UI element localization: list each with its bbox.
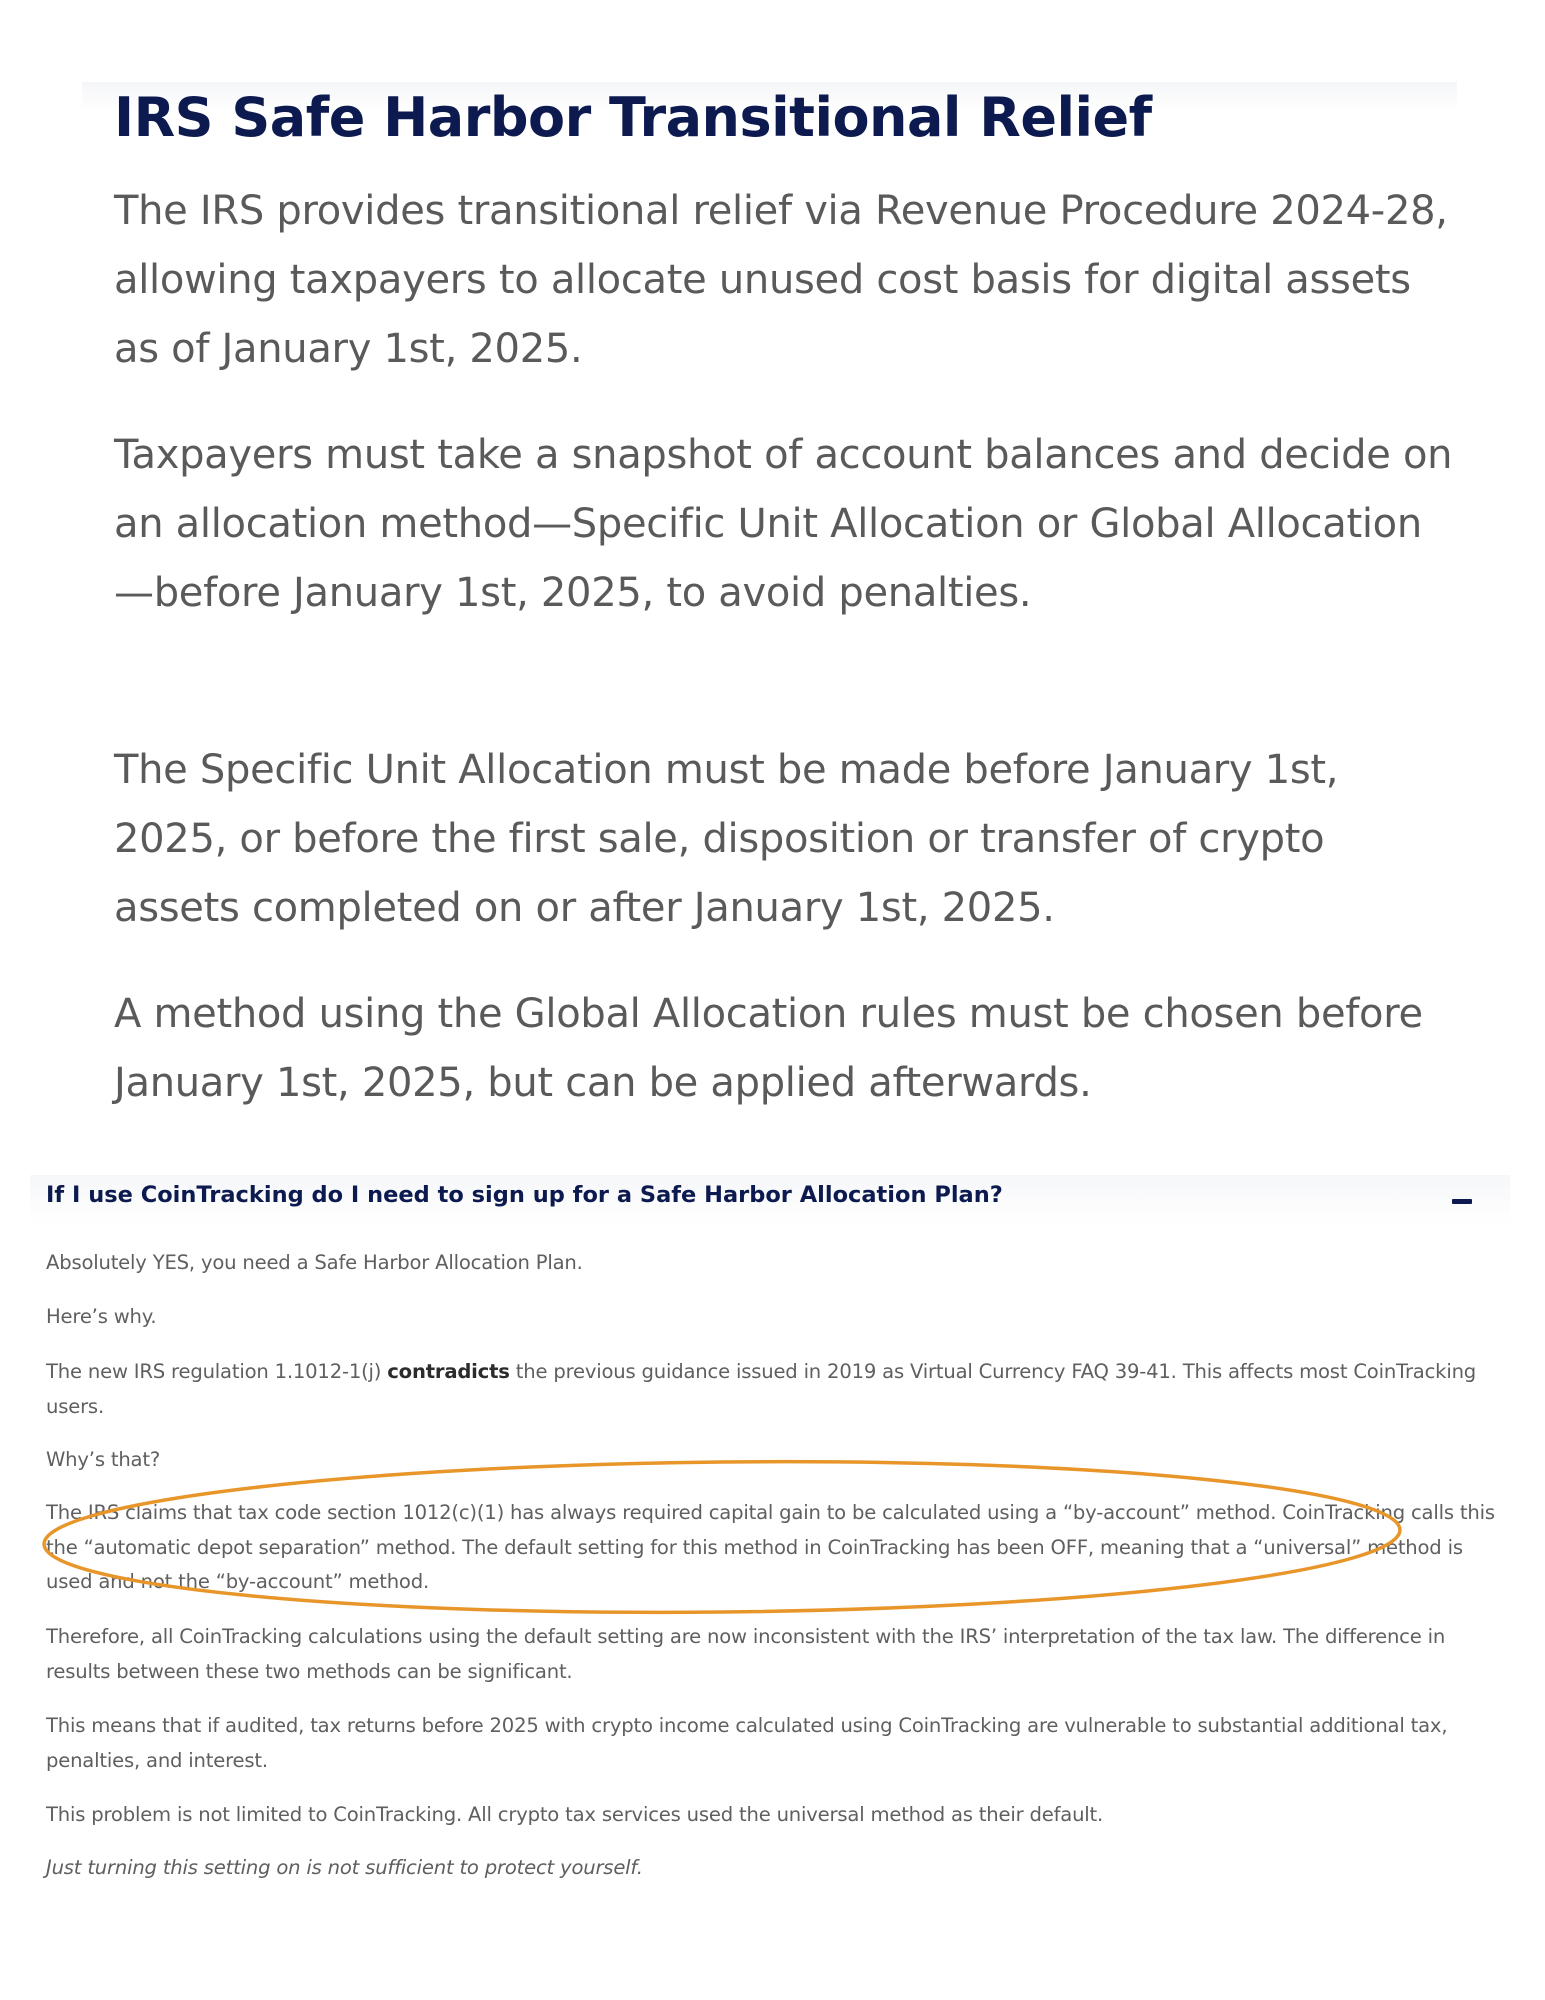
answer-paragraph-2: Here’s why.	[46, 1305, 157, 1328]
lead-paragraph-1: The IRS provides transitional relief via Revenue Procedure 2024-28, allowing taxpayers to allocate unused cost basis for digital assets as of January 1st, 2025.	[114, 188, 1448, 372]
answer-paragraph-3	[46, 1355, 1506, 1424]
answer-p3-start: The new IRS regulation 1.1012-1(j)	[46, 1360, 388, 1383]
lead-paragraph-2: Taxpayers must take a snapshot of account balances and decide on an allocation method—Specific Unit Allocation or Global Allocation—before January 1st, 2025, to avoid penalties.	[114, 432, 1453, 616]
section-title: IRS Safe Harbor Transitional Relief	[114, 86, 1152, 149]
faq-question[interactable]: If I use CoinTracking do I need to sign up for a Safe Harbor Allocation Plan?	[46, 1182, 1003, 1208]
answer-p3-bold: contradicts	[387, 1360, 510, 1383]
answer-paragraph-6: Therefore, all CoinTracking calculations using the default setting are now inconsistent with the IRS’ interpretation of the tax law. The difference in results between these two methods can be significant.	[46, 1625, 1446, 1683]
lead-paragraph-4: A method using the Global Allocation rules must be chosen before January 1st, 2025, but can be applied afterwards.	[114, 991, 1423, 1106]
lead-paragraph-3: The Specific Unit Allocation must be made before January 1st, 2025, or before the first sale, disposition or transfer of crypto assets completed on or after January 1st, 2025.	[114, 747, 1339, 931]
answer-paragraph-4: Why’s that?	[46, 1448, 161, 1471]
minus-icon[interactable]	[1452, 1199, 1472, 1204]
answer-paragraph-9: Just turning this setting on is not sufficient to protect yourself.	[46, 1856, 643, 1879]
answer-paragraph-5: The IRS claims that tax code section 1012(c)(1) has always required capital gain to be calculated using a “by-account” method. CoinTracking calls this the “automatic depot separation” method. The default setting for this method in CoinTracking has been OFF, meaning that a “universal” method is used and not the “by-account” method.	[46, 1501, 1495, 1593]
answer-paragraph-8: This problem is not limited to CoinTracking. All crypto tax services used the universal method as their default.	[46, 1803, 1104, 1826]
answer-p3-end: the previous guidance issued in 2019 as Virtual Currency FAQ 39-41. This affects most CoinTracking users.	[46, 1360, 1477, 1418]
answer-paragraph-1: Absolutely YES, you need a Safe Harbor Allocation Plan.	[46, 1251, 583, 1274]
answer-paragraph-7: This means that if audited, tax returns before 2025 with crypto income calculated using CoinTracking are vulnerable to substantial additional tax, penalties, and interest.	[46, 1714, 1448, 1772]
